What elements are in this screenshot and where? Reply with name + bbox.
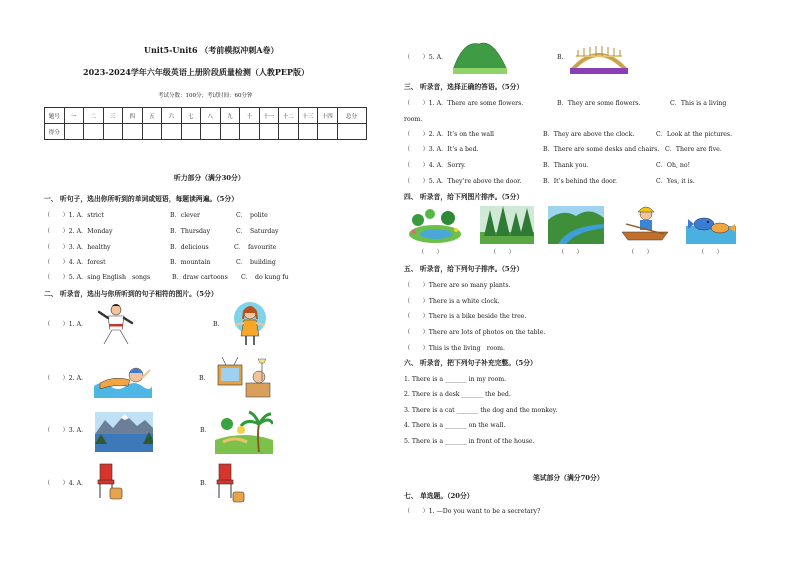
section2-title: 二、 听录音，选出与你所听到的句子相符的图片。（5分） [44, 290, 218, 298]
score-input-cell[interactable] [201, 124, 221, 140]
s4-blank-1[interactable]: （ ） [418, 249, 443, 256]
score-table [44, 107, 367, 140]
s4-blank-5[interactable]: （ ） [698, 249, 723, 256]
s4-blank-3[interactable]: （ ） [558, 249, 583, 256]
s2-q3: （ ）3. A． [44, 427, 88, 434]
s6-row-3: 3. There is a cat _______ the dog and the monkey. [404, 407, 558, 414]
score-cell: 六 [162, 108, 182, 124]
score-cell: 十 [240, 108, 260, 124]
s2-q4: （ ）4. A． [44, 480, 88, 487]
score-cell: 一 [64, 108, 84, 124]
s3-q5-c: C．Yes, it is. [656, 178, 695, 185]
section7-title: 七、 单选题。（20分） [404, 492, 474, 500]
girl-with-rope-image[interactable] [228, 300, 272, 348]
written-part-title: 笔试部分（满分70分） [533, 474, 604, 482]
s1-q2-c: C． Saturday [236, 228, 279, 235]
s3-q1-c: C．This is a living [670, 100, 727, 107]
section4-title: 四、 听录音，给下列图片排序。（5分） [404, 193, 524, 201]
s6-row-4: 4. There is a _______ on the wall. [404, 422, 506, 429]
score-cell: 得分 [45, 124, 65, 140]
s1-q3: （ ）3. A．healthy [44, 244, 111, 251]
park-palm-tree-image[interactable] [215, 410, 273, 454]
score-input-cell[interactable] [298, 124, 318, 140]
score-input-cell[interactable] [84, 124, 104, 140]
section5-title: 五、 听录音，给下列句子排序。（5分） [404, 265, 524, 273]
score-cell: 七 [181, 108, 201, 124]
score-input-cell[interactable] [337, 124, 366, 140]
s2-q1: （ ）1. A． [44, 321, 88, 328]
score-cell: 八 [201, 108, 221, 124]
section6-title: 六、 听录音，把下列句子补充完整。（5分） [404, 359, 537, 367]
chair-bag-beside-image[interactable] [215, 462, 245, 504]
s5-row-2: （ ）There is a white clock. [404, 298, 500, 305]
score-input-cell[interactable] [162, 124, 182, 140]
score-cell: 五 [142, 108, 162, 124]
s4-blank-4[interactable]: （ ） [628, 249, 653, 256]
section1-title: 一、 听句子，选出你所听到的单词或短语，每题读两遍。（5分） [44, 195, 239, 203]
s3-q2: （ ）2. A．It’s on the wall [404, 131, 495, 138]
s3-q4-c: C．Oh, no! [656, 162, 691, 169]
s1-q3-c: C． favourite [234, 244, 277, 251]
s3-q4: （ ）4. A．Sorry. [404, 162, 466, 169]
swimming-boy-image[interactable] [92, 362, 152, 398]
karate-kid-image[interactable] [96, 303, 136, 347]
s1-q3-b: B．delicious [170, 244, 209, 251]
s4-blank-2[interactable]: （ ） [490, 249, 515, 256]
forest-image[interactable] [480, 206, 534, 244]
boy-rowing-boat-image[interactable] [620, 204, 670, 244]
watching-tv-image[interactable] [216, 355, 274, 401]
s1-q4-c: C． building [236, 259, 276, 266]
score-input-cell[interactable] [64, 124, 84, 140]
s5-row-4: （ ）There are lots of photos on the table. [404, 329, 546, 336]
exam-subtitle: 2023-2024学年六年级英语上册阶段质量检测（人教PEP版） [83, 67, 309, 77]
snowy-mountain-lake-image[interactable] [95, 412, 153, 452]
score-input-cell[interactable] [220, 124, 240, 140]
s2-q4-b: B． [200, 480, 211, 487]
s6-row-5: 5. There is a _______ in front of the house. [404, 438, 535, 445]
s1-q2-b: B．Thursday [170, 228, 211, 235]
s5-row-3: （ ）There is a bike beside the tree. [404, 313, 527, 320]
score-input-cell[interactable] [318, 124, 338, 140]
s3-q3-b: B．There are some desks and chairs. [543, 146, 660, 153]
score-cell: 二 [84, 108, 104, 124]
s1-q1: （ ）1. A．strict [44, 212, 104, 219]
s6-row-2: 2. There is a desk _______ the bed. [404, 391, 511, 398]
s3-q5-b: B．It’s behind the door. [543, 178, 618, 185]
garden-pond-image[interactable] [408, 206, 462, 244]
r-q5: （ ）5. A． [404, 54, 448, 61]
s5-row-1: （ ）There are so many plants. [404, 282, 511, 289]
s1-q5-b: B．draw cartoons [172, 274, 228, 281]
exam-title: Unit5-Unit6 （考前模拟冲刺A卷） [144, 45, 279, 55]
s1-q5-c: C． do kung fu [241, 274, 289, 281]
score-input-cell[interactable] [103, 124, 123, 140]
s3-q1-b: B．They are some flowers. [557, 100, 641, 107]
s3-q5: （ ）5. A．They’re above the door. [404, 178, 522, 185]
section3-title: 三、 听录音，选择正确的答语。（5分） [404, 83, 524, 91]
s3-q1: （ ）1. A．There are some flowers. [404, 100, 524, 107]
bridge-image[interactable] [570, 40, 628, 74]
exam-info: 考试分数：100分；考试时间：60分钟 [158, 93, 253, 99]
score-cell: 九 [220, 108, 240, 124]
s3-q2-b: B．They are above the clock. [543, 131, 635, 138]
score-cell: 十四 [318, 108, 338, 124]
r-q5-b: B． [557, 54, 568, 61]
score-input-cell[interactable] [123, 124, 143, 140]
score-cell: 四 [123, 108, 143, 124]
s1-q4: （ ）4. A．forest [44, 259, 106, 266]
s1-q2: （ ）2. A．Monday [44, 228, 113, 235]
s2-q2-b: B． [199, 375, 210, 382]
s2-q2: （ ）2. A． [44, 375, 88, 382]
s1-q4-b: B．mountain [170, 259, 211, 266]
score-input-cell[interactable] [142, 124, 162, 140]
score-input-cell[interactable] [279, 124, 299, 140]
s2-q1-b: B． [213, 321, 224, 328]
fish-in-water-image[interactable] [686, 206, 736, 244]
score-cell: 十二 [279, 108, 299, 124]
score-cell: 题号 [45, 108, 65, 124]
s3-q2-c: C．Look at the pictures. [656, 131, 733, 138]
chair-with-bag-image[interactable] [96, 462, 124, 502]
score-value-row [45, 124, 367, 140]
s7-q1: （ ）1. —Do you want to be a secretary? [404, 508, 541, 515]
score-cell: 十一 [259, 108, 279, 124]
s3-q1-cont: room. [404, 116, 423, 123]
score-input-cell[interactable] [181, 124, 201, 140]
score-cell: 总分 [337, 108, 366, 124]
s1-q1-b: B．clever [170, 212, 200, 219]
listening-title: 听力部分（满分30分） [174, 174, 245, 182]
s2-q3-b: B． [200, 427, 211, 434]
score-input-cell[interactable] [259, 124, 279, 140]
s3-q3: （ ）3. A．It’s a bed. [404, 146, 479, 153]
s3-q4-b: B．Thank you. [543, 162, 589, 169]
river-valley-image[interactable] [548, 206, 604, 244]
s1-q1-c: C． polite [236, 212, 268, 219]
s6-row-1: 1. There is a _______ in my room. [404, 376, 507, 383]
s5-row-5: （ ）This is the living room. [404, 345, 506, 352]
s1-q5: （ ）5. A．sing English songs [44, 274, 151, 281]
score-input-cell[interactable] [240, 124, 260, 140]
mountain-image[interactable] [453, 40, 507, 74]
s3-q3-c: C．There are five. [665, 146, 722, 153]
score-header-row [45, 108, 367, 124]
score-cell: 十三 [298, 108, 318, 124]
score-cell: 三 [103, 108, 123, 124]
